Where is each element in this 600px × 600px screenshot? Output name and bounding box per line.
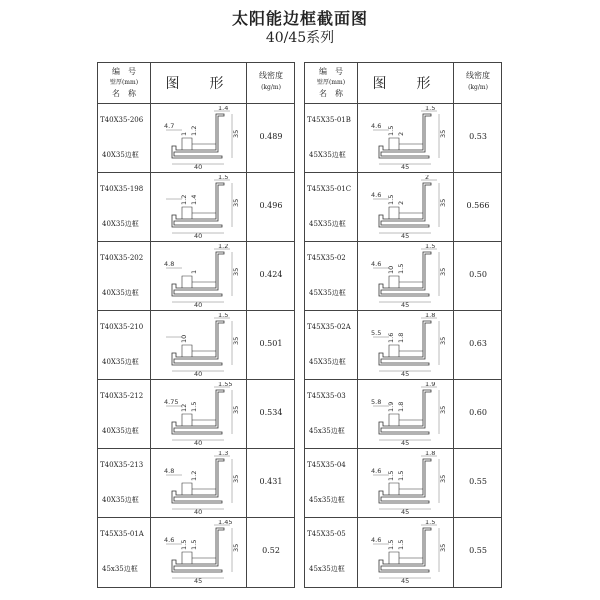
header-thickness-label: 壁厚(mm): [109, 79, 139, 86]
dimension-label: 4.75: [164, 398, 179, 406]
dimension-label: 1.3: [218, 451, 229, 457]
profile-rib: [389, 345, 399, 357]
dimension-label: 45: [401, 370, 410, 377]
profile-row: [98, 449, 294, 518]
cross-section-figure: [152, 313, 246, 377]
profile-code: T40X35-198: [100, 185, 144, 193]
dimension-label: 4.6: [371, 191, 382, 199]
cross-section-drawing: [359, 244, 453, 308]
linear-density-value: 0.431: [259, 477, 283, 486]
profile-rib: [182, 138, 192, 150]
profile-row: [305, 518, 501, 587]
linear-density-value: 0.534: [259, 408, 283, 417]
dimension-label: 1.9: [387, 401, 395, 412]
profile-name: 45X35边框: [309, 220, 346, 228]
dimension-label: 35: [232, 474, 240, 483]
linear-density-value: 0.63: [469, 339, 487, 348]
dimension-label: 1.2: [190, 125, 198, 136]
cross-section-drawing: [152, 520, 246, 584]
dimension-label: 35: [232, 543, 240, 552]
profile-name: 40X35边框: [102, 151, 139, 159]
profile-name: 40X35边框: [102, 358, 139, 366]
profile-row: [305, 242, 501, 311]
dimension-label: 1.55: [218, 382, 233, 388]
right-profile-table: [304, 62, 502, 588]
linear-density-value: 0.52: [262, 546, 280, 555]
cross-section-drawing: [152, 106, 246, 170]
dimension-label: 35: [232, 336, 240, 345]
dimension-label: 45: [401, 577, 410, 584]
profile-rib: [182, 414, 192, 426]
dimension-label: 1.2: [218, 244, 229, 250]
profile-outline: [172, 252, 224, 296]
dimension-label: 1: [180, 131, 188, 136]
profile-rib: [389, 414, 399, 426]
dimension-label: 5.5: [371, 329, 382, 337]
profile-outline: [172, 459, 224, 503]
header-name-label: 名 称: [112, 89, 136, 98]
header-density-unit: (kg/m): [261, 84, 281, 91]
profile-code: T45X35-01B: [307, 116, 351, 124]
profile-rib: [389, 552, 399, 564]
profile-code: T45X35-05: [307, 530, 346, 538]
profile-code: T40X35-213: [100, 461, 144, 469]
dimension-label: 40: [194, 301, 203, 308]
dimension-label: 45: [401, 301, 410, 308]
linear-density-value: 0.60: [469, 408, 487, 417]
cross-section-drawing: [359, 175, 453, 239]
dimension-label: 1.6: [387, 332, 395, 343]
dimension-label: 35: [439, 405, 447, 414]
profile-rib: [182, 483, 192, 495]
dimension-label: 1.5: [387, 539, 395, 550]
dimension-label: 1.5: [190, 401, 198, 412]
linear-density-value: 0.53: [469, 132, 487, 141]
linear-density-value: 0.566: [466, 201, 490, 210]
header-density-unit: (kg/m): [468, 84, 488, 91]
dimension-label: 40: [194, 508, 203, 515]
header-figure-label: 图 形: [165, 76, 232, 92]
linear-density-value: 0.496: [259, 201, 283, 210]
cross-section-figure: [152, 520, 246, 584]
dimension-label: 1.5: [387, 194, 395, 205]
profile-name: 40X35边框: [102, 496, 139, 504]
profile-rib: [182, 345, 192, 357]
cross-section-figure: [359, 313, 453, 377]
cross-section-drawing: [152, 175, 246, 239]
profile-name: 40X35边框: [102, 427, 139, 435]
header-code-column: [305, 66, 357, 99]
dimension-label: 35: [439, 336, 447, 345]
profile-name: 45X35边框: [309, 358, 346, 366]
profile-row: [98, 518, 294, 587]
dimension-label: 1.5: [387, 470, 395, 481]
cross-section-drawing: [152, 313, 246, 377]
cross-section-figure: [152, 244, 246, 308]
dimension-label: 1.8: [397, 401, 405, 412]
header-name-label: 名 称: [319, 89, 343, 98]
dimension-label: 35: [439, 474, 447, 483]
linear-density-value: 0.50: [469, 270, 487, 279]
profile-rib: [182, 552, 192, 564]
cross-section-figure: [359, 106, 453, 170]
profile-rib: [389, 138, 399, 150]
profile-name: 45X35边框: [309, 151, 346, 159]
dimension-label: 35: [232, 198, 240, 207]
profile-code: T40X35-202: [100, 254, 144, 262]
cross-section-drawing: [359, 313, 453, 377]
dimension-label: 1.8: [425, 451, 436, 457]
profile-row: [305, 311, 501, 380]
profile-row: [305, 104, 501, 173]
dimension-label: 4.6: [164, 536, 175, 544]
header-code-column: [98, 66, 150, 99]
dimension-label: 45: [401, 163, 410, 170]
profile-row: [98, 173, 294, 242]
left-profile-table: [97, 62, 295, 588]
dimension-label: 4.6: [371, 122, 382, 130]
dimension-label: 1.2: [180, 194, 188, 205]
header-density-label: 线密度: [466, 71, 490, 80]
profile-row: [305, 380, 501, 449]
dimension-label: 1.45: [218, 520, 233, 526]
dimension-label: 1.5: [218, 313, 229, 319]
dimension-label: 45: [401, 232, 410, 239]
cross-section-figure: [359, 520, 453, 584]
profile-rib: [389, 276, 399, 288]
cross-section-drawing: [152, 244, 246, 308]
profile-row: [305, 449, 501, 518]
profile-rib: [182, 207, 192, 219]
cross-section-figure: [359, 175, 453, 239]
cross-section-drawing: [359, 106, 453, 170]
dimension-label: 4.8: [164, 260, 175, 268]
profile-rib: [389, 483, 399, 495]
profile-name: 40X35边框: [102, 220, 139, 228]
dimension-label: 1.2: [190, 470, 198, 481]
dimension-label: 35: [232, 267, 240, 276]
cross-section-figure: [359, 244, 453, 308]
profile-code: T45X35-02: [307, 254, 346, 262]
dimension-label: 45: [194, 577, 203, 584]
profile-code: T45X35-01C: [307, 185, 352, 193]
dimension-label: 1.8: [425, 313, 436, 319]
dimension-label: 40: [194, 439, 203, 446]
dimension-label: 45: [401, 439, 410, 446]
dimension-label: 2: [425, 175, 430, 181]
cross-section-figure: [359, 451, 453, 515]
dimension-label: 1.5: [425, 106, 436, 112]
linear-density-value: 0.55: [469, 546, 487, 555]
linear-density-value: 0.424: [259, 270, 283, 279]
dimension-label: 1.5: [218, 175, 229, 181]
profile-code: T45X35-02A: [307, 323, 351, 331]
dimension-label: 12: [180, 403, 188, 412]
dimension-label: 1.9: [425, 382, 436, 388]
cross-section-drawing: [359, 382, 453, 446]
table-header: [305, 63, 501, 104]
profile-code: T45X35-01A: [100, 530, 144, 538]
dimension-label: 1.5: [397, 539, 405, 550]
profile-row: [98, 311, 294, 380]
cross-section-drawing: [152, 382, 246, 446]
dimension-label: 1.5: [397, 470, 405, 481]
dimension-label: 1.5: [180, 539, 188, 550]
page-title: 太阳能边框截面图: [231, 9, 368, 28]
header-code-label: 编 号: [112, 67, 136, 76]
dimension-label: 4.6: [371, 467, 382, 475]
dimension-label: 1.4: [218, 106, 229, 112]
dimension-label: 10: [180, 334, 188, 343]
profile-name: 45x35边框: [309, 565, 345, 573]
linear-density-value: 0.489: [259, 132, 283, 141]
dimension-label: 35: [232, 405, 240, 414]
table-header: [98, 63, 294, 104]
profile-code: T45X35-04: [307, 461, 346, 469]
header-figure-label: 图 形: [372, 76, 439, 92]
dimension-label: 1.5: [190, 539, 198, 550]
profile-name: 45X35边框: [309, 289, 346, 297]
linear-density-value: 0.55: [469, 477, 487, 486]
dimension-label: 1.5: [425, 520, 436, 526]
dimension-label: 2: [397, 131, 405, 136]
dimension-label: 35: [232, 129, 240, 138]
cross-section-figure: [152, 451, 246, 515]
dimension-label: 1.5: [425, 244, 436, 250]
header-density-label: 线密度: [259, 71, 283, 80]
cross-section-figure: [152, 175, 246, 239]
cross-section-figure: [152, 382, 246, 446]
cross-section-drawing: [359, 451, 453, 515]
profile-code: T45X35-03: [307, 392, 346, 400]
dimension-label: 5.8: [371, 398, 382, 406]
profile-rib: [389, 207, 399, 219]
dimension-label: 35: [439, 198, 447, 207]
profile-code: T40X35-206: [100, 116, 144, 124]
dimension-label: 35: [439, 267, 447, 276]
dimension-label: 4.6: [371, 536, 382, 544]
dimension-label: 45: [401, 508, 410, 515]
dimension-label: 1.5: [387, 125, 395, 136]
header-code-label: 编 号: [319, 67, 343, 76]
dimension-label: 10: [387, 265, 395, 274]
dimension-label: 1.8: [397, 332, 405, 343]
profile-row: [98, 380, 294, 449]
dimension-label: 4.7: [164, 122, 175, 130]
dimension-label: 1.4: [190, 194, 198, 205]
linear-density-value: 0.501: [259, 339, 283, 348]
header-thickness-label: 壁厚(mm): [316, 79, 346, 86]
profile-name: 45x35边框: [309, 427, 345, 435]
profile-name: 40X35边框: [102, 289, 139, 297]
profile-name: 45x35边框: [309, 496, 345, 504]
cross-section-figure: [359, 382, 453, 446]
dimension-label: 4.6: [371, 260, 382, 268]
cross-section-drawing: [359, 520, 453, 584]
dimension-label: 35: [439, 129, 447, 138]
profile-rib: [182, 276, 192, 288]
profile-row: [98, 242, 294, 311]
header-density-column: [247, 70, 295, 94]
profile-name: 45x35边框: [102, 565, 138, 573]
cross-section-drawing: [152, 451, 246, 515]
profile-code: T40X35-210: [100, 323, 144, 331]
dimension-label: 35: [439, 543, 447, 552]
dimension-label: 40: [194, 370, 203, 377]
dimension-label: 40: [194, 163, 203, 170]
profile-row: [305, 173, 501, 242]
dimension-label: 40: [194, 232, 203, 239]
dimension-label: 2: [397, 200, 405, 205]
profile-row: [98, 104, 294, 173]
dimension-label: 4.8: [164, 467, 175, 475]
dimension-label: 1: [190, 269, 198, 274]
page-subtitle: 40/45系列: [265, 30, 335, 46]
dimension-label: 1.5: [397, 263, 405, 274]
header-density-column: [454, 70, 502, 94]
profile-code: T40X35-212: [100, 392, 144, 400]
cross-section-figure: [152, 106, 246, 170]
